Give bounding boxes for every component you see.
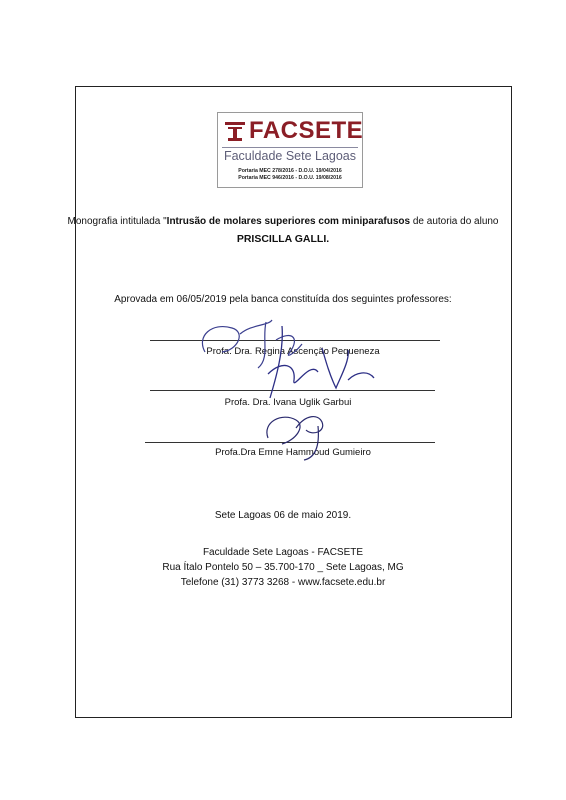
facsete-logo: [217, 112, 363, 188]
committee-member-2: Profa. Dra. Ivana Uglik Garbui: [224, 397, 352, 408]
signature-line-3: [145, 442, 435, 443]
monograph-intro: [0, 216, 566, 227]
monograph-title: Intrusão de molares superiores com miniparafusos: [166, 216, 411, 227]
committee-member-1: Profa. Dra. Regina Ascenção Pequeneza: [206, 346, 380, 357]
logo-subtitle: Faculdade Sete Lagoas: [223, 149, 357, 163]
approval-statement: Aprovada em 06/05/2019 pela banca constituída dos seguintes professores:: [114, 294, 452, 305]
date-line: Sete Lagoas 06 de maio 2019.: [214, 510, 352, 521]
committee-member-3: Profa.Dra Emne Hammoud Gumieiro: [215, 447, 371, 458]
logo-name: FACSETE: [249, 117, 364, 144]
footer-address: Rua Ítalo Pontelo 50 – 35.700-170 _ Sete Lagoas, MG: [162, 562, 404, 573]
intro-prefix: Monografia intitulada ": [67, 216, 167, 227]
logo-portaria-1: Portaria MEC 278/2016 - D.O.U. 19/04/2016: [238, 168, 342, 174]
signature-line-1: [150, 340, 440, 341]
intro-suffix: de autoria do aluno: [410, 216, 499, 227]
logo-portaria-2: Portaria MEC 946/2016 - D.O.U. 19/08/2016: [238, 175, 342, 181]
footer-contact: Telefone (31) 3773 3268 - www.facsete.edu.br: [180, 577, 386, 588]
footer-institution: Faculdade Sete Lagoas - FACSETE: [202, 547, 364, 558]
facsete-emblem-icon: [224, 120, 246, 142]
signature-line-2: [150, 390, 435, 391]
student-name: PRISCILLA GALLI.: [236, 233, 330, 245]
